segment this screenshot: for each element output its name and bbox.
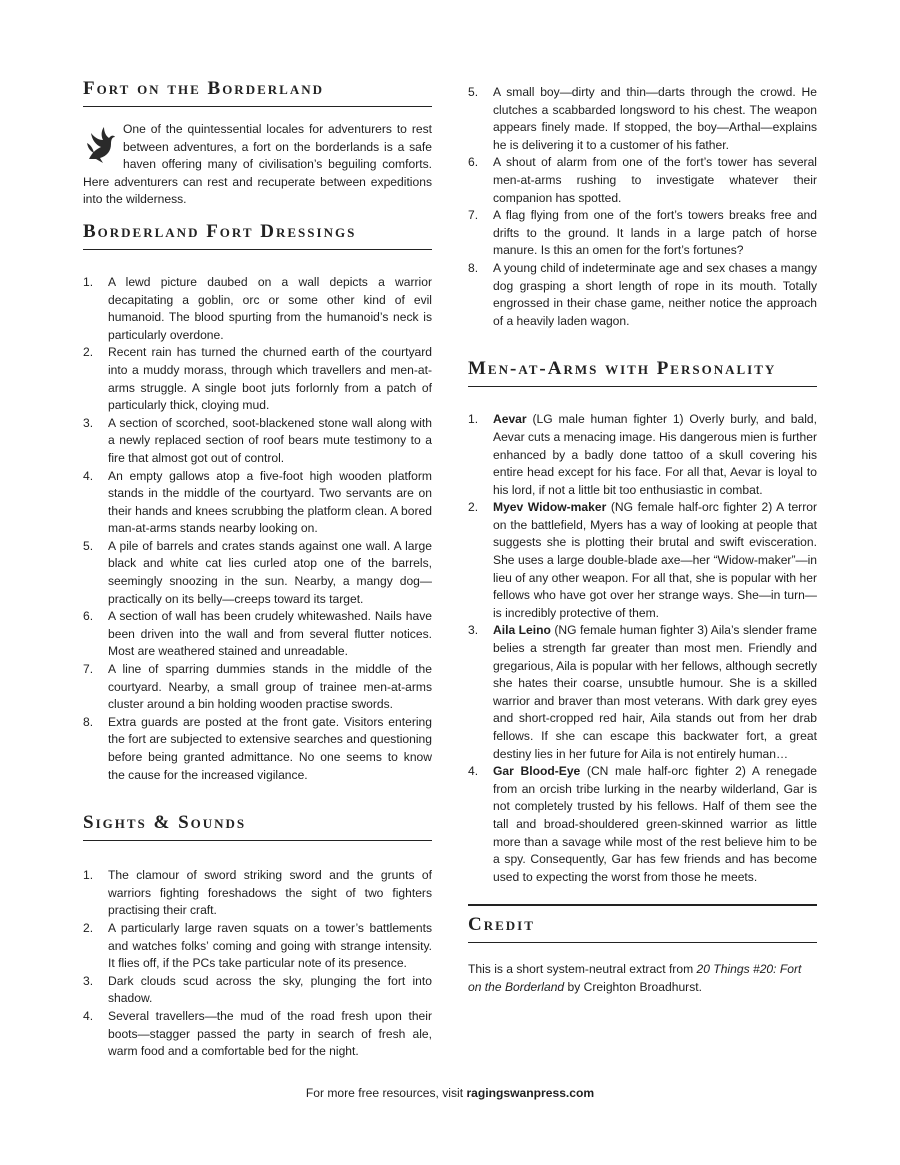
npc-name: Myev Widow-maker [493,500,607,515]
credit-heading: Credit [468,914,817,943]
right-column [468,84,817,997]
intro-block [83,121,432,209]
list-item: 1. The clamour of sword striking sword and the grunts of warriors fighting foreshadows the sight of two fighters practising their craft. [83,868,432,918]
source-title: 20 Things #20: Fort on the Borderland [468,962,802,994]
list-item: 4. An empty gallows atop a five-foot high wooden platform stands in the middle of the courtyard. Two servants are on their hands and knees scrubbing the platform clean. A bored man-at-arms stands nearby looking on. [83,468,432,536]
credit-text: This is a short system-neutral extract from 20 Things #20: Fort on the Borderland by Creighton Broadhurst. [468,962,802,994]
website-link[interactable]: ragingswanpress.com [466,1086,595,1100]
page-title: Fort on the Borderland [83,78,432,107]
sights-list [83,867,432,1061]
credit-section [468,904,817,996]
npc-name: Aila Leino [493,623,551,638]
intro-text: One of the quintessential locales for adventurers to rest between adventures, a fort on the borderlands is a safe haven offering many of civilisation’s beguiling comforts. Here adventurers can rest and recuperate between expeditions into the wilderness. [83,122,432,207]
list-item: 6. A section of wall has been crudely whitewashed. Nails have been driven into the wall and from several flutter notices. Most are weathered stained and unreadable. [83,609,432,659]
list-item: 5. A small boy—dirty and thin—darts through the crowd. He clutches a scabbarded longsword to his chest. The weapon appears finely made. If stopped, the boy—Arthal—explains he is delivering it to a customer of his father. [468,85,817,152]
list-item: 1. Aevar (LG male human fighter 1) Overly burly, and bald, Aevar cuts a menacing image. His dangerous mien is further enhanced by a badly done tattoo of a skull covering his entire head except for his face. For all that, Aevar is loyal to his lord, if not a little bit too enthusiastic in combat. [468,412,817,497]
list-item: 7. A flag flying from one of the fort’s towers breaks free and drifts to the ground. It lands in a large patch of horse manure. Is this an omen for the fort’s fortunes? [468,208,817,258]
list-item: 8. A young child of indeterminate age and sex chases a mangy dog grasping a short length of rope in its mouth. Totally engrossed in their chase game, neither notice the approach of a heavily laden wagon. [468,260,817,328]
footer: For more free resources, visit ragingswanpress.com [305,1086,595,1100]
list-item: 2. Myev Widow-maker (NG female half-orc fighter 2) A terror on the battlefield, Myers has a way of looking at people that suggests she is plotting their brutal and swift evisceration. She uses a large double-blade axe—her “Widow-maker”—in lieu of any other weapon. For all that, she is popular with her fellows who have got over her strange ways. She—in turn—is incredibly protective of them. [468,500,817,620]
list-item: 3. Aila Leino (NG female human fighter 3) Aila’s slender frame belies a strength far greater than most men. Friendly and gregarious, Aila is popular with her fellows, although secretly she hates their coarse, unsubtle humour. She is a skilled warrior and braver than most veterans. With dark grey eyes and short-cropped red hair, Aila stands out from her drab fellows. If she can escape this backwater fort, a great destiny lies in her future for Aila is not entirely human… [468,623,817,761]
list-item: 7. A line of sparring dummies stands in the middle of the courtyard. Nearby, a small group of trainee men-at-arms cluster around a bin holding wooden practise swords. [83,662,432,712]
list-item: 5. A pile of barrels and crates stands against one wall. A large black and white cat lies curled atop one of the barrels, seemingly snoozing in the sun. Nearby, a mangy dog—practically on its belly—creeps toward its target. [83,538,432,606]
list-item: 1. A lewd picture daubed on a wall depicts a warrior decapitating a goblin, orc or some other kind of evil humanoid. The blood spurting from the humanoid’s neck is particularly overdone. [83,274,432,342]
list-item: 2. A particularly large raven squats on a tower’s battlements and watches folks’ coming and going with strange intensity. It flies off, if the PCs take particular note of its presence. [83,920,432,971]
left-column [83,78,432,1061]
list-item: 6. A shout of alarm from one of the fort’s tower has several men-at-arms rushing to investigate whatever their companion has spotted. [468,155,817,205]
npc-name: Aevar [493,412,527,427]
list-item: 4. Several travellers—the mud of the road fresh upon their boots—stagger passed the party in search of fresh ale, warm food and a comfortable bed for the night. [83,1008,432,1059]
list-item: 8. Extra guards are posted at the front gate. Visitors entering the fort are subjected to extensive searches and questioning before being granted admittance. No one seems to know the cause for the increased vigilance. [83,714,432,782]
swan-logo-icon [83,123,117,165]
sights-heading: Sights & Sounds [83,812,432,841]
list-item: 3. Dark clouds scud across the sky, plunging the fort into shadow. [83,973,432,1006]
list-item: 3. A section of scorched, soot-blackened stone wall along with a newly replaced section of roof bears mute testimony to a fire that almost got out of control. [83,415,432,465]
men-at-arms-heading: Men-at-Arms with Personality [468,358,817,387]
list-item: 4. Gar Blood-Eye (CN male half-orc fighter 2) A renegade from an orcish tribe lurking in the nearby wilderland, Gar is not completely trusted by his fellows. Half of them see the tall and broad-shouldered green-skinned warrior as little more than a savage while most of the rest believe him to be a spy. Consequently, Gar has few friends and has become used to expecting the worst from those he meets. [468,764,817,884]
list-item: 2. Recent rain has turned the churned earth of the courtyard into a muddy morass, through which travellers and men-at-arms struggle. A single boot juts forlornly from a patch of particularly thick, cloying mud. [83,345,432,413]
dressings-heading: Borderland Fort Dressings [83,221,432,250]
men-at-arms-list [468,411,817,886]
sights-list-continued [468,84,817,330]
dressings-list [83,274,432,784]
npc-name: Gar Blood-Eye [493,764,581,779]
